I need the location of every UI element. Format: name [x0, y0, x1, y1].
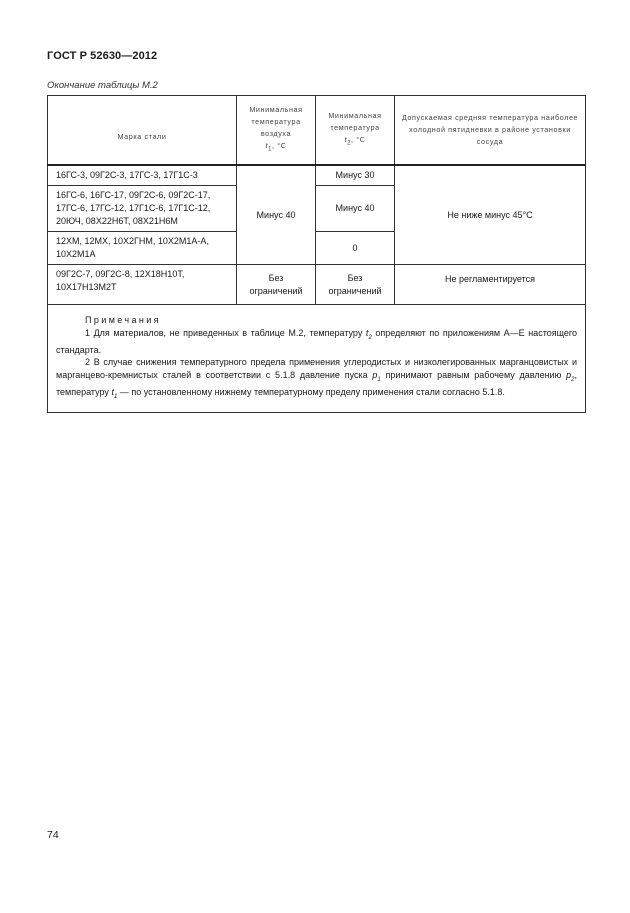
header-air-temp-symbol: t	[265, 141, 269, 151]
note-1-symbol: t	[365, 327, 369, 338]
notes-cell	[48, 305, 586, 413]
table-caption: Окончание таблицы М.2	[47, 80, 158, 91]
header-grade: Марка стали	[48, 96, 237, 166]
header-t2-unit: , °С	[351, 135, 366, 145]
header-air-temp	[237, 96, 316, 166]
avg-temp-cell: Не регламентируется	[395, 265, 586, 305]
merged-avg-temp-cell: Не ниже минус 45°С	[395, 165, 586, 265]
notes-title: Примечания	[85, 315, 161, 325]
note-2-symbol-p2: p	[566, 369, 572, 380]
table-header-row	[48, 96, 586, 166]
header-avg-temp: Допускаемая средняя температура наиболее холодной пятидневки в районе установки сосуда	[395, 96, 586, 166]
note-2	[56, 356, 577, 403]
merged-air-temp-cell: Минус 40	[237, 165, 316, 265]
header-t2-symbol: t	[344, 135, 348, 145]
note-2-text-d: — по установленному нижнему температурному пределу применения стали согласно 5.1.8.	[119, 387, 505, 398]
note-2-subscript-p2: 2	[571, 376, 575, 383]
t2-cell: Минус 30	[316, 165, 395, 186]
note-1-subscript: 2	[368, 334, 372, 341]
page-number: 74	[47, 829, 59, 841]
note-2-subscript-p1: 1	[377, 376, 381, 383]
header-air-temp-label: Минимальная температура воздуха	[249, 105, 303, 139]
header-t2	[316, 96, 395, 166]
header-t2-subscript: 2	[347, 140, 352, 147]
notes-block	[56, 314, 577, 403]
header-air-temp-unit: , °С	[272, 141, 287, 151]
note-2-symbol-t1: t	[111, 387, 114, 398]
grade-cell: 16ГС-3, 09Г2С-3, 17ГС-3, 17Г1С-3	[48, 165, 237, 186]
table-row	[48, 165, 586, 186]
t1-cell: Без ограничений	[237, 265, 316, 305]
t2-cell: Без ограничений	[316, 265, 395, 305]
note-1	[56, 327, 577, 357]
note-2-text-c: , температуру	[56, 369, 577, 398]
grade-cell: 12ХМ, 12МХ, 10Х2ГНМ, 10Х2М1А-А, 10Х2М1А	[48, 232, 237, 265]
steel-temperature-table	[47, 95, 586, 413]
standard-header: ГОСТ Р 52630—2012	[47, 50, 158, 62]
note-2-text-a: 2 В случае снижения температурного предела применения углеродистых и низколегированных марганцовистых и марганцево-кремнистых сталей в соответствии с 5.1.8 давление пуска	[56, 357, 577, 380]
header-t2-label: Минимальная температура	[328, 111, 382, 133]
notes-row	[48, 305, 586, 413]
note-1-text-a: 1 Для материалов, не приведенных в таблице М.2, температуру	[85, 327, 363, 338]
note-1-text-b: определяют по приложениям А—Е настоящего стандарта.	[56, 327, 577, 355]
header-air-temp-subscript: 1	[268, 146, 273, 153]
t2-cell: Минус 40	[316, 186, 395, 232]
note-2-subscript-t1: 1	[113, 393, 118, 400]
note-2-text-b: принимают равным рабочему давлению	[385, 369, 562, 380]
note-2-symbol-p1: p	[372, 369, 378, 380]
grade-cell: 16ГС-6, 16ГС-17, 09Г2С-6, 09Г2С-17, 17ГС-6, 17ГС-12, 17Г1С-6, 17Г1С-12, 20ЮЧ, 08Х22Н6Т, 08Х21Н6М	[48, 186, 237, 232]
table-row	[48, 265, 586, 305]
grade-cell: 09Г2С-7, 09Г2С-8, 12Х18Н10Т, 10Х17Н13М2Т	[48, 265, 237, 305]
t2-cell: 0	[316, 232, 395, 265]
